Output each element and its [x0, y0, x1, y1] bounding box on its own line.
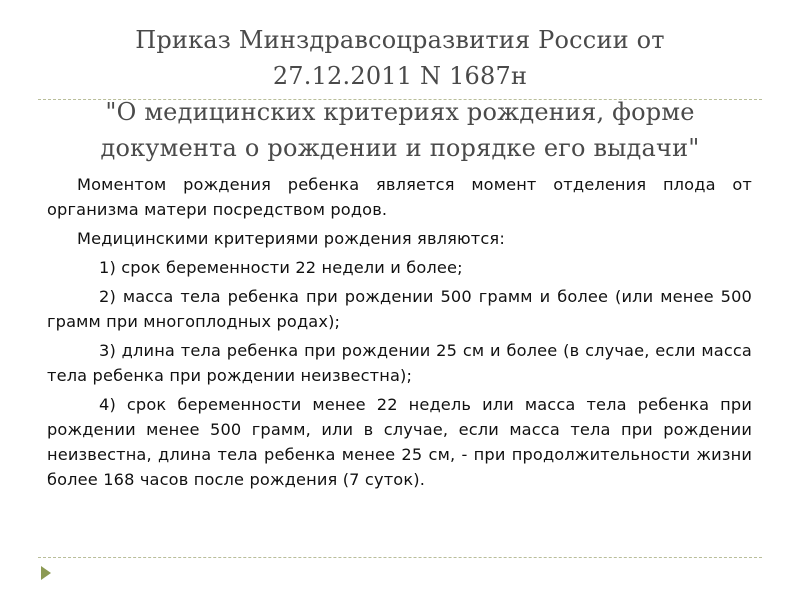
slide-body — [47, 172, 752, 496]
title-line-1: Приказ Минздравсоцразвития России от — [135, 26, 665, 54]
criterion-item-3: 3) длина тела ребенка при рождении 25 см и более (в случае, если масса тела ребенка при рождении неизвестна); — [47, 341, 752, 385]
criterion-item-4: 4) срок беременности менее 22 недель или масса тела ребенка при рождении менее 500 грамм, или в случае, если масса тела при рождении неизвестна, длина тела ребенка менее 25 см, - при продолжительности жизни более 168 часов после рождения (7 суток). — [47, 395, 752, 489]
title-divider — [38, 99, 762, 100]
title-line-3: "О медицинских критериях рождения, форме — [105, 98, 695, 126]
footer-divider — [38, 557, 762, 558]
triangle-arrow-icon — [41, 566, 51, 580]
slide-title — [30, 22, 770, 166]
title-line-2: 27.12.2011 N 1687н — [272, 62, 528, 90]
title-line-4: документа о рождении и порядке его выдачи" — [100, 134, 700, 162]
paragraph-criteria-intro: Медицинскими критериями рождения являются: — [77, 229, 505, 248]
criterion-item-1: 1) срок беременности 22 недели и более; — [99, 258, 463, 277]
paragraph-birth-definition: Моментом рождения ребенка является момент отделения плода от организма матери посредством родов. — [47, 175, 752, 219]
criterion-item-2: 2) масса тела ребенка при рождении 500 грамм и более (или менее 500 грамм при многоплодных родах); — [47, 287, 752, 331]
